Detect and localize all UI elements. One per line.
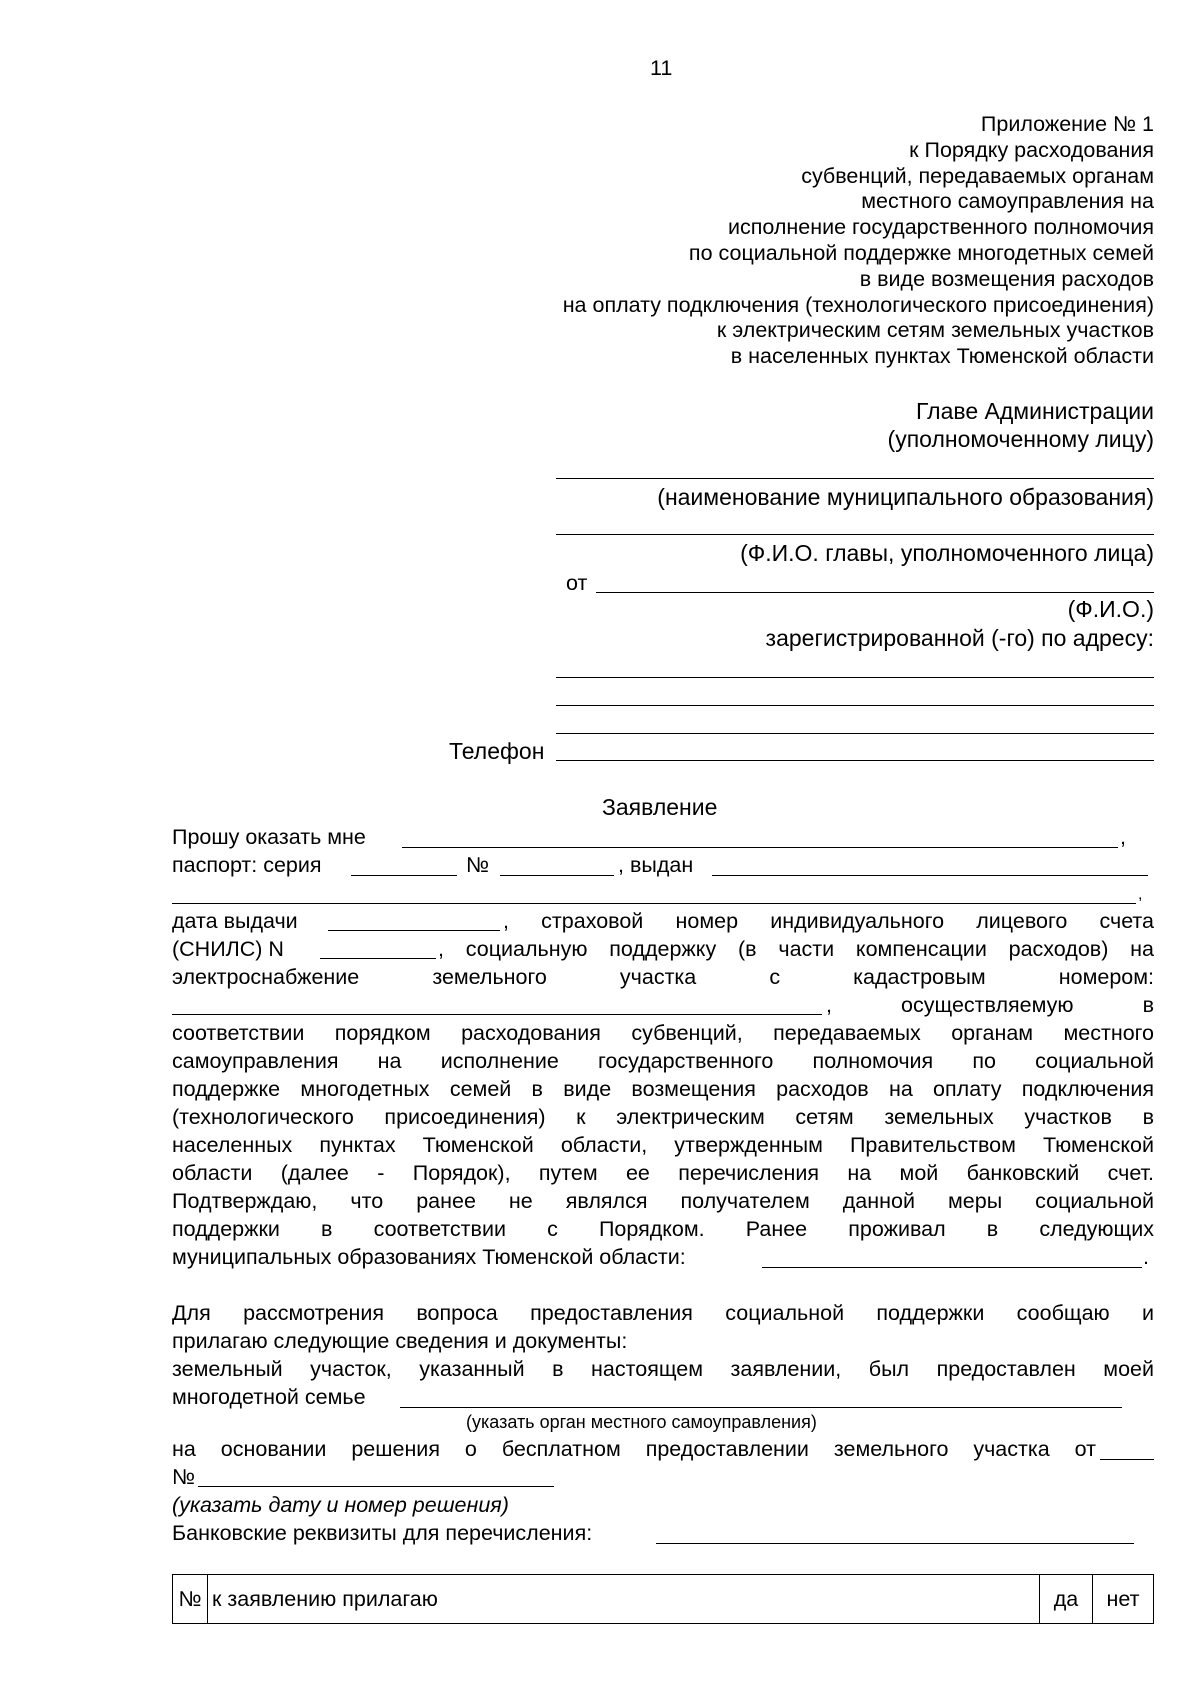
from-label: от	[566, 571, 588, 595]
documents-intro-line1: Для рассмотрения вопроса предоставления социальной поддержки сообщаю и	[172, 1301, 1154, 1325]
appendix-line: к Порядку расходования	[909, 137, 1154, 162]
issue-date-field[interactable]	[328, 930, 500, 931]
cadastral-number-field[interactable]	[172, 1014, 822, 1015]
previous-residence-field[interactable]	[762, 1267, 1142, 1268]
caption-head-name: (Ф.И.О. главы, уполномоченного лица)	[740, 540, 1154, 566]
previous-residence-label: муниципальных образованиях Тюменской области:	[172, 1245, 686, 1269]
issued-by-field-cont[interactable]	[172, 903, 1136, 904]
snils-label: (СНИЛС) N	[172, 937, 284, 961]
passport-label: паспорт: серия	[172, 853, 322, 877]
decision-number-sign: №	[172, 1465, 196, 1489]
col-attachment: к заявлению прилагаю	[208, 1575, 1040, 1624]
body-line: Подтверждаю, что ранее не являлся получателем данной меры социальной	[172, 1189, 1154, 1213]
attachments-table	[172, 1574, 1154, 1624]
address-field-1[interactable]	[556, 677, 1154, 678]
recipient-field[interactable]	[402, 847, 1118, 848]
decision-date-field[interactable]	[1100, 1459, 1154, 1460]
appendix-line: на оплату подключения (технологического присоединения)	[562, 292, 1154, 317]
ask-label: Прошу оказать мне	[172, 825, 366, 849]
body-line: поддержки в соответствии с Порядком. Ранее проживал в следующих	[172, 1217, 1154, 1241]
caption-authority: (указать орган местного самоуправления)	[466, 1412, 817, 1432]
caption-fio: (Ф.И.О.)	[1067, 596, 1154, 622]
issued-by-field[interactable]	[712, 875, 1148, 876]
appendix-line: Приложение № 1	[980, 112, 1154, 136]
final-period: .	[1143, 1245, 1149, 1269]
col-number: №	[173, 1575, 208, 1624]
decision-line: на основании решения о бесплатном предоставлении земельного участка от	[172, 1437, 1096, 1461]
municipality-field[interactable]	[556, 478, 1154, 479]
head-name-field[interactable]	[556, 534, 1154, 535]
plot-line1: земельный участок, указанный в настоящем заявлении, был предоставлен моей	[172, 1357, 1154, 1381]
bank-details-field[interactable]	[656, 1543, 1134, 1544]
electricity-text: электроснабжение земельного участка с кадастровым номером:	[172, 965, 1154, 989]
phone-label: Телефон	[449, 738, 545, 764]
appendix-line: исполнение государственного полномочия	[727, 215, 1154, 240]
addressee-line2: (уполномоченному лицу)	[887, 426, 1154, 452]
trailing-comma: ,	[1138, 886, 1143, 903]
col-no: нет	[1093, 1575, 1154, 1624]
appendix-line: субвенций, передаваемых органам	[801, 163, 1154, 188]
address-field-2[interactable]	[556, 705, 1154, 706]
issued-label: , выдан	[618, 853, 694, 877]
body-line: поддержке многодетных семей в виде возмещения расходов на оплату подключения	[172, 1077, 1154, 1101]
appendix-line: в населенных пунктах Тюменской области	[730, 344, 1154, 369]
appendix-header	[454, 112, 1154, 370]
implemented-text: , осуществляемую в	[826, 993, 1154, 1017]
appendix-line: в виде возмещения расходов	[859, 266, 1154, 291]
col-yes: да	[1040, 1575, 1093, 1624]
passport-series-field[interactable]	[351, 875, 457, 876]
documents-intro-line2: прилагаю следующие сведения и документы:	[172, 1329, 628, 1353]
phone-field[interactable]	[556, 760, 1154, 761]
issue-date-label: дата выдачи	[172, 909, 298, 933]
insurance-text: , страховой номер индивидуального лицевого счета	[503, 909, 1154, 933]
body-line: населенных пунктах Тюменской области, утвержденным Правительством Тюменской	[172, 1133, 1154, 1157]
passport-number-sign: №	[466, 853, 490, 877]
passport-number-field[interactable]	[500, 875, 614, 876]
caption-decision: (указать дату и номер решения)	[172, 1493, 509, 1517]
authority-field[interactable]	[400, 1407, 1122, 1408]
application-title: Заявление	[602, 794, 718, 820]
body-line: (технологического присоединения) к электрическим сетям земельных участков в	[172, 1105, 1154, 1129]
appendix-line: местного самоуправления на	[861, 189, 1154, 214]
caption-municipality: (наименование муниципального образования)	[657, 484, 1154, 510]
page-number: 11	[650, 56, 673, 80]
address-field-3[interactable]	[556, 733, 1154, 734]
bank-details-label: Банковские реквизиты для перечисления:	[172, 1521, 593, 1545]
appendix-line: к электрическим сетям земельных участков	[716, 318, 1154, 343]
body-line: самоуправления на исполнение государственного полномочия по социальной	[172, 1049, 1154, 1073]
addressee-line1: Главе Администрации	[916, 398, 1154, 424]
body-line: области (далее - Порядок), путем ее перечисления на мой банковский счет.	[172, 1161, 1154, 1185]
applicant-fio-field[interactable]	[596, 592, 1154, 593]
ask-comma: ,	[1120, 825, 1126, 849]
snils-field[interactable]	[320, 958, 436, 959]
body-line: соответствии порядком расходования субвенций, передаваемых органам местного	[172, 1021, 1154, 1045]
registered-label: зарегистрированной (-го) по адресу:	[765, 625, 1154, 651]
appendix-line: по социальной поддержке многодетных семей	[688, 240, 1154, 265]
table-header-row	[173, 1575, 1154, 1624]
plot-line2: многодетной семье	[172, 1385, 366, 1409]
decision-number-field[interactable]	[198, 1486, 554, 1487]
support-text: , социальную поддержку (в части компенсации расходов) на	[438, 937, 1154, 961]
